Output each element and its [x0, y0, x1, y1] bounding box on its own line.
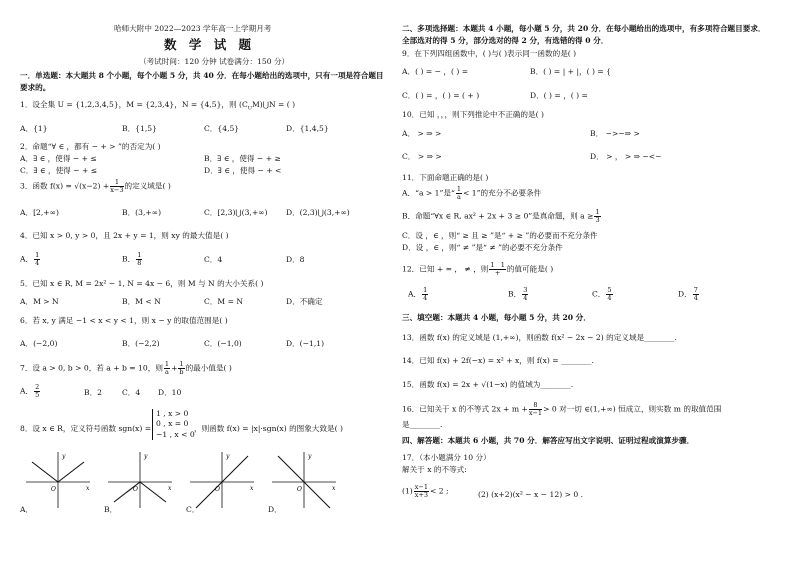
q17-part-2: (2) (x+2)(x² − x − 12) > 0 . [478, 490, 583, 499]
q10-option-b: B． −>−⇒ > [590, 129, 640, 138]
q6-option-c: C．(−1,0) [204, 339, 242, 348]
q11-option-a: A．“a > 1”是“ $\frac{1}{a}$ < 1”的充分不必要条件 [402, 185, 542, 201]
question-4: 4．已知 x > 0, y > 0，且 2x + y = 1，则 xy 的最大值是( ) [20, 231, 229, 240]
question-16: 16．已知关于 x 的不等式 2x + m + $\frac{8}{x-1}$ > 0 对一切 ∈(1,+∞) 恒成立，则实数 m 的取值范围 [402, 401, 722, 417]
svg-text:x: x [332, 485, 336, 492]
q12-option-b: B． $\frac{3}{4}$ [508, 286, 528, 302]
q12-option-c: C． $\frac{5}{4}$ [592, 286, 612, 302]
question-8: 8．设 x ∈ R，定义符号函数 sgn(x) = [20, 424, 152, 433]
q11-option-b: B．命题“∀x ∈ R, ax² + 2x + 3 ≥ 0”是真命题，则 a ≥ $\frac{1}{3}$ [402, 208, 600, 224]
svg-text:y: y [62, 453, 66, 460]
question-10: 10．已知 ，，，则下列推论中不正确的是( ) [402, 110, 544, 119]
question-3: 3．函数 f(x) = √(x−2) + $\frac{1}{x-3}$ 的定义域是( ) [20, 178, 171, 194]
q6-option-a: A．(−2,0) [20, 339, 58, 348]
q10-option-a: A． > ⇒ > [402, 129, 442, 138]
section-2-heading: 二、多项选择题：本题共 4 小题，每小题 5 分，共 20 分．在每小题给出的选项中，有多项符合题目要求． [402, 24, 766, 33]
svg-text:O: O [297, 486, 302, 493]
q1-option-c: C．{4,5} [204, 124, 240, 133]
question-16-cont: 是________. [402, 420, 443, 429]
graph-d [270, 450, 340, 510]
q12-option-d: D． $\frac{7}{4}$ [678, 286, 698, 302]
section-2-heading-cont: 全部选对的得 5 分，部分选对的得 2 分，有选错的得 0 分． [402, 36, 609, 45]
svg-text:y: y [144, 453, 148, 460]
school-header: 哈师大附中 2022—2023 学年高一上学期月考 [114, 24, 272, 33]
q1-option-d: D．{1,4,5} [286, 124, 329, 133]
right-column [400, 0, 785, 561]
q7-option-d: D．10 [158, 388, 182, 397]
q8-option-b: B． [104, 505, 118, 514]
q3-option-c: C．[2,3)⋃(3,+∞) [204, 208, 268, 217]
q7-option-c: C．4 [122, 388, 141, 397]
svg-text:x: x [168, 485, 172, 492]
sgn-case-3: −1 , x < 0 [156, 429, 195, 439]
question-5: 5．已知 x ∈ R, M = 2x² − 1, N = 4x − 6，则 M 与 N 的大小关系( ) [20, 279, 264, 288]
q5-option-c: C．M = N [204, 297, 244, 306]
section-1-heading: 一．单选题：本大题共 8 个小题，每个小题 5 分，共 40 分．在每小题给出的选项中，只有一项是符合题目 [20, 71, 384, 80]
q9-option-a: A．( ) = − ，( ) = [402, 67, 469, 76]
graph-b [106, 450, 176, 510]
q11-option-c: C．设 ，∈ ，则“ ≥ 且 ≥ ”是“ + ≥ ”的必要而不充分条件 [402, 231, 598, 240]
q3-option-b: B．(3,+∞) [122, 208, 162, 217]
graph-a [24, 450, 94, 510]
q5-option-a: A．M > N [20, 297, 59, 306]
q2-option-b: B．∃ ∈ ，使得 − + ≥ [204, 154, 281, 163]
question-7: 7．设 a > 0, b > 0，若 a + b = 10，则 $\frac{1}{a}$ + $\frac{1}{b}$ 的最小值是( ) [20, 360, 232, 376]
sgn-cases [152, 409, 195, 440]
svg-text:O: O [133, 486, 138, 493]
question-2: 2．命题“∀ ∈ ，都有 − + > ”的否定为( ) [20, 142, 161, 151]
q3-option-a: A．[2,+∞) [20, 208, 59, 217]
q8-option-d: D． [268, 505, 282, 514]
q1-option-b: B．{1,5} [122, 124, 157, 133]
section-3-heading: 三、填空题：本题共 4 小题，每小题 5 分，共 20 分． [402, 313, 591, 322]
q7-option-b: B．2 [84, 388, 103, 397]
q2-option-c: C．∃ ∈ ，使得 − + ≤ [20, 166, 98, 175]
svg-text:x: x [250, 485, 254, 492]
q4-option-a: A． $\frac{1}{4}$ [20, 251, 40, 267]
q6-option-b: B．(−2,2) [122, 339, 160, 348]
question-6: 6．若 x, y 满足 −1 < x < y < 1，则 x − y 的取值范围是( ) [20, 316, 228, 325]
q9-option-c: C．( ) = ，( ) = ( + ) [402, 91, 480, 100]
q2-option-a: A．∃ ∈ ，使得 − + ≤ [20, 154, 97, 163]
q4-option-b: B． $\frac{1}{8}$ [122, 251, 142, 267]
q10-option-c: C． > ⇒ > [402, 152, 442, 161]
question-17-sub: 解关于 x 的不等式: [402, 465, 467, 474]
svg-text:y: y [226, 453, 230, 460]
question-8-tail: ，则函数 f(x) = |x|·sgn(x) 的图象大致是( ) [194, 424, 343, 433]
svg-text:O: O [215, 486, 220, 493]
q5-option-b: B．M < N [122, 297, 161, 306]
svg-text:y: y [308, 453, 312, 460]
question-9: 9．在下列四组函数中，( )与( )表示同一函数的是( ) [402, 49, 577, 58]
q4-option-d: D．8 [286, 255, 305, 264]
q1-option-a: A．{1} [20, 124, 48, 133]
question-12: 12．已知 + = ， ≠ ，则 $\frac{1 1}{+}$ 的值可能是( ) [402, 261, 554, 277]
section-1-heading-cont: 要求的。 [20, 83, 51, 92]
question-11: 11．下面命题正确的是( ) [402, 173, 489, 182]
left-column [14, 0, 399, 561]
q12-option-a: A． $\frac{1}{4}$ [408, 286, 428, 302]
q7-option-a: A． $\frac{2}{5}$ [20, 383, 40, 399]
graph-c [188, 450, 258, 510]
q9-option-b: B．( ) = | + |，( ) = { [530, 67, 611, 76]
question-13: 13．函数 f(x) 的定义域是 (1,+∞)，则函数 f(x² − 2x − 2) 的定义域是________. [402, 333, 677, 342]
question-1: 1．设全集 U = {1,2,3,4,5}，M = {2,3,4}，N = {4,5}，则 $(C_UM)⋃N$ = ( ) [20, 100, 296, 112]
q3-option-d: D．(2,3)⋃(3,+∞) [286, 208, 350, 217]
q2-option-d: D．∃ ∈ ，使得 − + < [204, 166, 282, 175]
q9-option-d: D．( ) = ，( ) = [530, 91, 588, 100]
page-title: 数 学 试 题 [164, 37, 256, 52]
q17-part-1: (1) $\frac{x-1}{x+3}$ < 2 ; [402, 483, 449, 499]
q10-option-d: D． > ， > ⇒ −<− [590, 152, 662, 161]
q11-option-d: D．设 ，∈ ，则“ ≠ ”是“ ≠ ”的必要不充分条件 [402, 243, 563, 252]
sgn-case-1: 1 , x > 0 [156, 409, 189, 418]
svg-text:x: x [86, 485, 90, 492]
svg-text:O: O [51, 486, 56, 493]
question-17: 17．（本小题满分 10 分） [402, 453, 491, 462]
q6-option-d: D．(−1,1) [286, 339, 325, 348]
question-15: 15．函数 f(x) = 2x + √(1−x) 的值域为________. [402, 380, 574, 389]
sgn-case-2: 0 , x = 0 [156, 419, 189, 429]
q4-option-c: C．4 [204, 255, 223, 264]
question-14: 14．已知 f(x) + 2f(−x) = x² + x，则 f(x) = ________. [402, 356, 594, 365]
q5-option-d: D．不确定 [286, 297, 323, 306]
exam-meta: （考试时间：120 分钟 试卷满分：150 分） [139, 57, 290, 66]
section-4-heading: 四、解答题：本题共 6 小题，共 70 分．解答应写出文字说明、证明过程或演算步骤． [402, 436, 695, 445]
q8-option-a: A． [20, 505, 34, 514]
q8-option-c: C． [186, 505, 200, 514]
